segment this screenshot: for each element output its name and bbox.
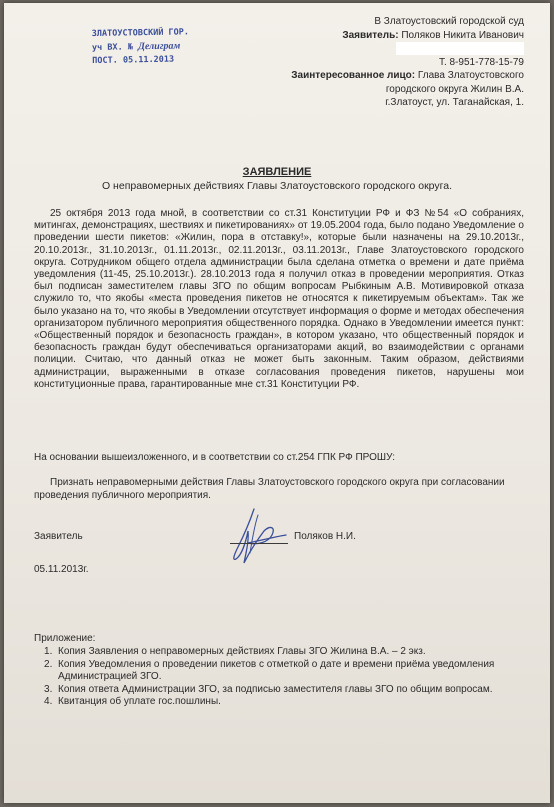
interested-party-line-2: городского округа Жилин В.А. [385,83,524,95]
applicant-label: Заявитель: [342,29,399,41]
signature-applicant-name: Поляков Н.И. [294,531,356,542]
document-title: ЗАЯВЛЕНИЕ [242,166,312,178]
interested-party-line-1: Глава Златоустовского [417,70,524,82]
request-paragraph: Признать неправомерными действия Главы Златоустовского городского округа при согласовании проведения публичного мероприятия. [34,477,505,501]
attachment-item: Копия ответа Администрации ЗГО, за подписью заместителя главы ЗГО по общим вопросам. [58,683,493,695]
signature-line [230,543,288,544]
statement-body [34,208,524,391]
document-subtitle: О неправомерных действиях Главы Златоустовского городского округа. [101,180,453,192]
document-page [4,3,550,803]
redaction-box [396,42,524,55]
statement-paragraph: 25 октября 2013 года мной, в соответствии со ст.31 Конституции РФ и ФЗ №54 «О собраниях, митингах, демонстрациях, шествиях и пикетированиях» от 19.05.2004 года, было подано Уведомление о проведении шести пикетов: «Жилин, пора в отставку!», которые были назначены на 29.10.2013г., 20.10.2013г., 31.10.2013г., 01.11.2013г., 02.11.2013г., 03.11.2013г., Главе Златоустовского городского округа. Сотрудником общего отдела администрации была сделана отметка о времени и дате приёма уведомления (11-45, 25.10.2013г.). 28.10.2013 года я получил отказ в проведении мероприятия. Отказ был подписан заместителем главы ЗГО по общим вопросам Рыбкиным А.В. Мотивировкой отказа служило то, что якобы «места проведения пикетов не относятся к пикетируемым объектам». Так же было указано на то, что якобы в Уведомлении отсутствует информация о форме и методах обеспечения организатором публичного мероприятия общественного порядка. Однако в Уведомлении имеется пункт: «Общественный порядок и безопасность граждан», в котором указано, что общественный порядок и безопасность граждан будут обеспечиваться организаторами акций, во взаимодействии с органами полиции. Считаю, что данный отказ не может быть законным. Таким образом, действиями администрации, выраженными в отказе согласования проведения пикетов, нарушены мои конституционные права, гарантированные мне ст.31 Конституции РФ. [34,208,524,390]
signature-applicant-label: Заявитель [34,531,83,542]
stamp-line-2-prefix: уч [91,42,103,54]
legal-basis: На основании вышеизложенного, и в соответствии со ст.254 ГПК РФ ПРОШУ: [34,452,395,463]
stamp-line-1: ЗЛАТОУСТОВСКИЙ ГОР. [91,27,190,40]
document-date: 05.11.2013г. [34,564,89,575]
attachment-item: Копия Заявления о неправомерных действиях Главы ЗГО Жилина В.А. – 2 экз. [58,646,426,657]
redacted-address [256,42,524,56]
applicant-phone: Т. 8-951-778-15-79 [438,56,524,68]
applicant-line [256,29,524,43]
interested-party-line [256,69,524,83]
attachments-heading: Приложение: [34,633,96,644]
applicant-name: Поляков Никита Иванович [401,29,524,41]
stamp-line-2-mid: ВХ. № [107,42,134,53]
stamp-handwritten-note: Делиграм [137,40,181,53]
registration-stamp [92,26,211,68]
court-name: В Златоустовский городской суд [374,16,524,27]
interested-party-address: г.Златоуст, ул. Таганайская, 1. [385,97,524,109]
interested-party-label: Заинтересованное лицо: [291,70,416,82]
attachment-item: Квитанция об уплате гос.пошлины. [58,696,221,707]
attachment-item: Копия Уведомления о проведении пикетов с отметкой о дате и времени приёма уведомления Администрацией ЗГО. [58,658,495,682]
stamp-date: 05.11.2013 [122,54,175,66]
stamp-line-3 [92,53,210,68]
handwritten-signature [214,501,294,571]
stamp-line-3-prefix: ПОСТ. [92,55,118,67]
addressee-block [256,15,524,110]
attachments-list [34,646,548,709]
